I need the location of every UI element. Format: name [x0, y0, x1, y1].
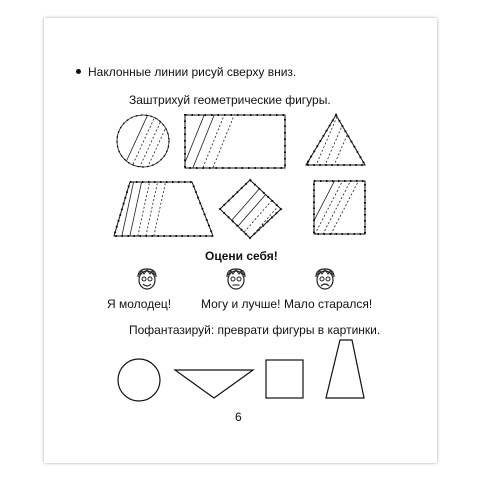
assessment-option-tried-little: Мало старался! — [284, 297, 373, 311]
assessment-option-good: Я молодец! — [107, 297, 172, 311]
instruction-hatch-text: Заштрихуй геометрические фигуры. — [129, 93, 331, 107]
assessment-option-better: Могу и лучше! — [201, 297, 281, 311]
instruction-bullet-text: Наклонные линии рисуй сверху вниз. — [88, 65, 297, 79]
drawing-square — [266, 360, 303, 398]
trapezoid-figure — [114, 180, 213, 240]
drawing-trapezoid — [326, 340, 364, 398]
triangle-figure — [305, 112, 365, 170]
drawing-triangle — [175, 370, 253, 398]
square-figure — [305, 178, 365, 238]
drawing-circle — [118, 359, 160, 401]
circle-figure — [117, 110, 174, 175]
diamond-figure — [220, 180, 281, 243]
happy-face-icon — [134, 266, 160, 292]
sad-face-icon — [312, 266, 338, 292]
self-assessment-title: Оцени себя! — [205, 249, 278, 263]
neutral-face-icon — [223, 266, 249, 292]
rectangle-figure — [180, 108, 285, 175]
page-number: 6 — [235, 410, 242, 424]
fantasy-task-text: Пофантазируй: преврати фигуры в картинки. — [129, 323, 381, 337]
